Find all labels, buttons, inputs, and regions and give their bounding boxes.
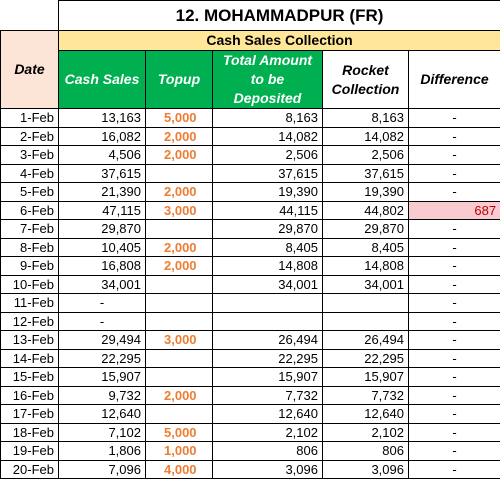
topup-cell: 2,000: [146, 183, 213, 202]
difference-cell: -: [409, 257, 500, 276]
topup-cell: 4,000: [146, 460, 213, 479]
table-row: [1, 460, 500, 479]
date-cell: 5-Feb: [1, 183, 59, 202]
topup-cell: 3,000: [146, 331, 213, 350]
date-cell: 12-Feb: [1, 312, 59, 331]
rocket-collection-cell: 3,096: [323, 460, 409, 479]
total-amount-cell: 7,732: [213, 386, 323, 405]
topup-cell: [146, 164, 213, 183]
total-amount-cell: 2,102: [213, 423, 323, 442]
difference-cell: -: [409, 109, 500, 128]
rocket-collection-cell: 44,802: [323, 201, 409, 220]
topup-cell: 2,000: [146, 146, 213, 165]
date-cell: 9-Feb: [1, 257, 59, 276]
cash-sales-cell: 16,082: [59, 127, 146, 146]
cash-sales-cell: 16,808: [59, 257, 146, 276]
cash-sales-cell: 29,870: [59, 220, 146, 239]
total-amount-cell: 22,295: [213, 349, 323, 368]
topup-cell: 5,000: [146, 423, 213, 442]
total-amount-cell: 29,870: [213, 220, 323, 239]
table-row: [1, 442, 500, 461]
table-row: [1, 238, 500, 257]
table-row: [1, 349, 500, 368]
difference-cell: -: [409, 349, 500, 368]
difference-cell: -: [409, 423, 500, 442]
difference-cell: -: [409, 127, 500, 146]
date-header: Date: [1, 31, 59, 109]
rocket-collection-cell: 14,808: [323, 257, 409, 276]
rocket-collection-header: Rocket Collection: [323, 51, 409, 109]
cash-sales-cell: 4,506: [59, 146, 146, 165]
topup-cell: [146, 405, 213, 424]
total-amount-cell: 19,390: [213, 183, 323, 202]
date-cell: 16-Feb: [1, 386, 59, 405]
table-row: [1, 183, 500, 202]
rocket-collection-cell: 12,640: [323, 405, 409, 424]
date-cell: 19-Feb: [1, 442, 59, 461]
cash-sales-cell: 15,907: [59, 368, 146, 387]
total-amount-header: Total Amount to be Deposited: [213, 51, 323, 109]
total-amount-cell: 15,907: [213, 368, 323, 387]
cash-sales-cell: 7,096: [59, 460, 146, 479]
table-row: [1, 127, 500, 146]
date-cell: 2-Feb: [1, 127, 59, 146]
difference-cell: -: [409, 275, 500, 294]
rocket-collection-cell: 22,295: [323, 349, 409, 368]
difference-cell: -: [409, 405, 500, 424]
difference-cell: -: [409, 220, 500, 239]
cash-sales-cell: 10,405: [59, 238, 146, 257]
rocket-collection-cell: 37,615: [323, 164, 409, 183]
table-row: [1, 405, 500, 424]
topup-cell: 1,000: [146, 442, 213, 461]
difference-cell: -: [409, 164, 500, 183]
total-amount-cell: 2,506: [213, 146, 323, 165]
title-row: [1, 1, 500, 31]
table-row: [1, 164, 500, 183]
table-row: [1, 275, 500, 294]
table-row: [1, 386, 500, 405]
difference-cell: 687: [409, 201, 500, 220]
blank-cell: [1, 1, 59, 31]
total-amount-cell: 26,494: [213, 331, 323, 350]
table-row: [1, 220, 500, 239]
rocket-collection-cell: 19,390: [323, 183, 409, 202]
table-row: [1, 146, 500, 165]
table-row: [1, 331, 500, 350]
table-row: [1, 109, 500, 128]
cash-sales-header: Cash Sales: [59, 51, 146, 109]
topup-cell: [146, 220, 213, 239]
section-title: Cash Sales Collection: [59, 31, 500, 51]
rocket-collection-cell: 15,907: [323, 368, 409, 387]
topup-header: Topup: [146, 51, 213, 109]
difference-cell: -: [409, 460, 500, 479]
rocket-collection-cell: 29,870: [323, 220, 409, 239]
difference-cell: -: [409, 368, 500, 387]
section-row: [1, 31, 500, 51]
rocket-collection-cell: 2,506: [323, 146, 409, 165]
total-amount-cell: 44,115: [213, 201, 323, 220]
table-row: [1, 294, 500, 313]
rocket-collection-cell: 8,163: [323, 109, 409, 128]
table-row: [1, 312, 500, 331]
topup-cell: 3,000: [146, 201, 213, 220]
difference-cell: -: [409, 312, 500, 331]
topup-cell: 2,000: [146, 127, 213, 146]
table-row: [1, 368, 500, 387]
date-cell: 14-Feb: [1, 349, 59, 368]
page-title: 12. MOHAMMADPUR (FR): [59, 1, 500, 31]
difference-cell: -: [409, 146, 500, 165]
cash-sales-cell: 9,732: [59, 386, 146, 405]
cash-sales-cell: 1,806: [59, 442, 146, 461]
column-header-row: [1, 51, 500, 109]
topup-cell: [146, 349, 213, 368]
table-row: [1, 423, 500, 442]
date-cell: 7-Feb: [1, 220, 59, 239]
total-amount-cell: 806: [213, 442, 323, 461]
difference-header: Difference: [409, 51, 500, 109]
total-amount-cell: 34,001: [213, 275, 323, 294]
total-amount-cell: 8,405: [213, 238, 323, 257]
table-row: [1, 201, 500, 220]
rocket-collection-cell: [323, 312, 409, 331]
topup-cell: 5,000: [146, 109, 213, 128]
rocket-collection-cell: 26,494: [323, 331, 409, 350]
date-cell: 18-Feb: [1, 423, 59, 442]
topup-cell: [146, 294, 213, 313]
rocket-collection-cell: [323, 294, 409, 313]
topup-cell: [146, 275, 213, 294]
date-cell: 3-Feb: [1, 146, 59, 165]
difference-cell: -: [409, 238, 500, 257]
difference-cell: -: [409, 294, 500, 313]
rocket-collection-cell: 14,082: [323, 127, 409, 146]
topup-cell: 2,000: [146, 386, 213, 405]
total-amount-cell: 14,808: [213, 257, 323, 276]
cash-sales-cell: 47,115: [59, 201, 146, 220]
cash-sales-cell: 21,390: [59, 183, 146, 202]
cash-sales-cell: 7,102: [59, 423, 146, 442]
total-amount-cell: 14,082: [213, 127, 323, 146]
topup-cell: [146, 312, 213, 331]
cash-sales-cell: 34,001: [59, 275, 146, 294]
rocket-collection-cell: 34,001: [323, 275, 409, 294]
date-cell: 13-Feb: [1, 331, 59, 350]
difference-cell: -: [409, 386, 500, 405]
difference-cell: -: [409, 331, 500, 350]
date-cell: 20-Feb: [1, 460, 59, 479]
rocket-collection-cell: 8,405: [323, 238, 409, 257]
total-amount-cell: 37,615: [213, 164, 323, 183]
rocket-collection-cell: 806: [323, 442, 409, 461]
date-cell: 17-Feb: [1, 405, 59, 424]
difference-cell: -: [409, 183, 500, 202]
cash-sales-cell: 29,494: [59, 331, 146, 350]
date-cell: 1-Feb: [1, 109, 59, 128]
rocket-collection-cell: 2,102: [323, 423, 409, 442]
topup-cell: [146, 368, 213, 387]
date-cell: 15-Feb: [1, 368, 59, 387]
cash-sales-cell: 22,295: [59, 349, 146, 368]
date-cell: 6-Feb: [1, 201, 59, 220]
total-amount-cell: [213, 294, 323, 313]
topup-cell: 2,000: [146, 238, 213, 257]
table-row: [1, 257, 500, 276]
date-cell: 10-Feb: [1, 275, 59, 294]
total-amount-cell: 3,096: [213, 460, 323, 479]
difference-cell: -: [409, 442, 500, 461]
total-amount-cell: [213, 312, 323, 331]
cash-sales-cell: -: [59, 312, 146, 331]
date-cell: 8-Feb: [1, 238, 59, 257]
topup-cell: 2,000: [146, 257, 213, 276]
cash-sales-cell: 13,163: [59, 109, 146, 128]
rocket-collection-cell: 7,732: [323, 386, 409, 405]
date-cell: 4-Feb: [1, 164, 59, 183]
cash-sales-cell: 37,615: [59, 164, 146, 183]
cash-sales-cell: 12,640: [59, 405, 146, 424]
total-amount-cell: 8,163: [213, 109, 323, 128]
cash-sales-cell: -: [59, 294, 146, 313]
total-amount-cell: 12,640: [213, 405, 323, 424]
date-cell: 11-Feb: [1, 294, 59, 313]
